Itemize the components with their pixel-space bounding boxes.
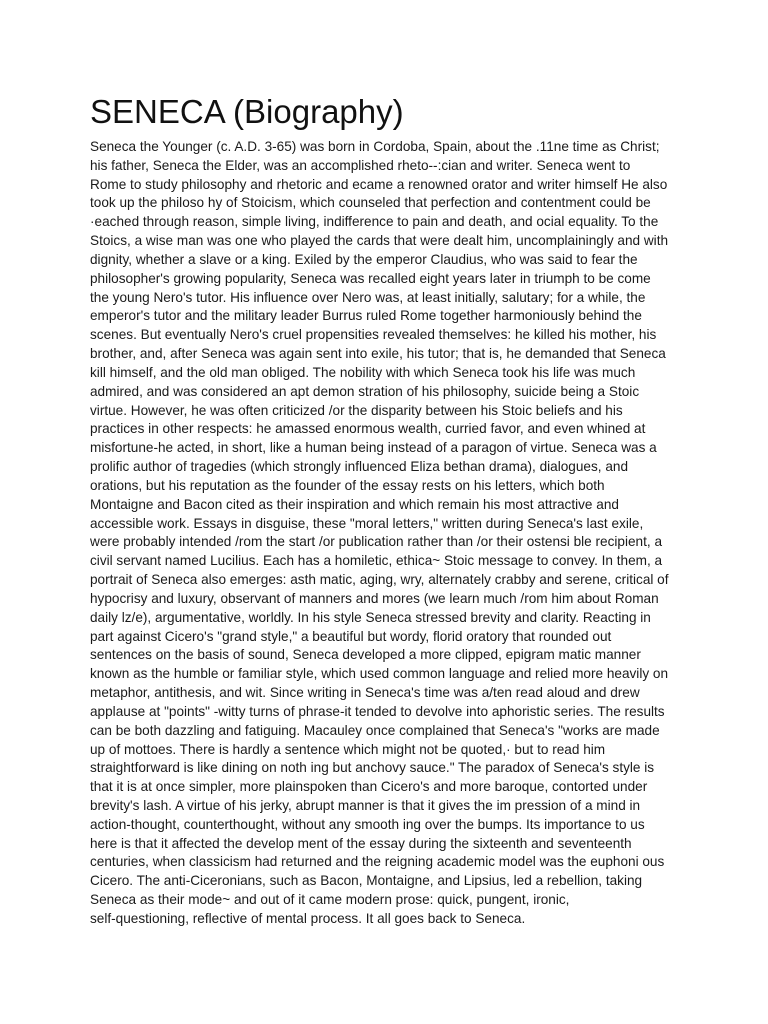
paragraph-line: Seneca the Younger (c. A.D. 3-65) was born in Cordoba, Spain, about the .11ne time as Christ; — [90, 139, 660, 154]
paragraph-line: can be both dazzling and fatiguing. Macauley once complained that Seneca's "works are made — [90, 722, 660, 738]
paragraph-line: brevity's lash. A virtue of his jerky, abrupt manner is that it gives the im pression of a mind in — [90, 797, 641, 813]
paragraph-line: action-thought, counterthought, without any smooth ing over the bumps. Its importance to us — [90, 816, 645, 832]
page-title: SENECA (Biography) — [90, 93, 404, 130]
paragraph-line: misfortune-he acted, in short, like a human being instead of a paragon of virtue. Seneca was a — [90, 440, 657, 456]
paragraph-line: ·eached through reason, simple living, indifference to pain and death, and ocial equality. To the — [90, 214, 659, 230]
paragraph-line: civil servant named Lucilius. Each has a homiletic, ethica~ Stoic message to convey. In them, a — [90, 553, 663, 569]
paragraph-line: orations, but his reputation as the founder of the essay rests on his letters, which both — [90, 477, 605, 493]
paragraph-line: centuries, when classicism had returned and the reigning academic model was the euphoni ous — [90, 854, 665, 870]
paragraph-line: hypocrisy and luxury, observant of manners and mores (we learn much /rom him about Roman — [90, 590, 659, 606]
paragraph-line: part against Cicero's "grand style," a beautiful but wordy, florid oratory that rounded out — [90, 628, 612, 644]
paragraph-line: straightforward is like dining on noth ing but anchovy sauce." The paradox of Seneca's style is — [90, 760, 655, 776]
paragraph-line: Stoics, a wise man was one who played the cards that were dealt him, uncomplainingly and with — [90, 233, 669, 249]
paragraph-line: kill himself, and the old man obliged. The nobility with which Seneca took his life was much — [90, 364, 636, 380]
paragraph-line: admired, and was considered an apt demon stration of his philosophy, suicide being a Stoic — [90, 383, 640, 399]
paragraph-line: portrait of Seneca also emerges: asth matic, aging, wry, alternately crabby and serene, critical of — [90, 572, 669, 588]
paragraph-line: accessible work. Essays in disguise, these "moral letters," written during Seneca's last exile, — [90, 515, 644, 531]
paragraph-line: daily lz/e), argumentative, worldly. In his style Seneca stressed brevity and clarity. Reacting in — [90, 609, 651, 625]
paragraph-line: Rome to study philosophy and rhetoric and ecame a renowned orator and writer himself He also — [90, 176, 668, 192]
paragraph-line: prolific author of tragedies (which strongly influenced Eliza bethan drama), dialogues, and — [90, 459, 629, 475]
paragraph-line: emperor's tutor and the military leader Burrus ruled Rome together harmoniously behind the — [90, 308, 642, 324]
paragraph-line: sentences on the basis of sound, Seneca developed a more clipped, epigram matic manner — [90, 647, 641, 663]
paragraph-line: practices in other respects: he amassed enormous wealth, curried favor, and even whined at — [90, 421, 646, 437]
paragraph-line: here is that it affected the develop ment of the essay during the sixteenth and seventeenth — [90, 835, 632, 851]
paragraph-line: Seneca as their mode~ and out of it came modern prose: quick, pungent, ironic, — [90, 892, 570, 908]
paragraph-line: applause at "points" -witty turns of phrase-it tended to devolve into aphoristic series. The results — [90, 703, 665, 719]
paragraph-line: Montaigne and Bacon cited as their inspiration and which remain his most attractive and — [90, 496, 619, 512]
paragraph-line: his father, Seneca the Elder, was an accomplished rheto--:cian and writer. Seneca went to — [90, 157, 631, 173]
paragraph-line: self-questioning, reflective of mental process. It all goes back to Seneca. — [90, 910, 526, 926]
paragraph-line: known as the humble or familiar style, which used common language and relied more heavily on — [90, 666, 669, 682]
paragraph-line: were probably intended /rom the start /or publication rather than /or their ostensi ble recipient, a — [90, 534, 663, 550]
paragraph-line: that it is at once simpler, more plainspoken than Cicero's and more baroque, contorted under — [90, 779, 648, 795]
paragraph-line: metaphor, antithesis, and wit. Since writing in Seneca's time was a/ten read aloud and drew — [90, 685, 640, 701]
paragraph-line: the young Nero's tutor. His influence over Nero was, at least initially, salutary; for a while, the — [90, 289, 646, 305]
paragraph-line: Cicero. The anti-Ciceronians, such as Bacon, Montaigne, and Lipsius, led a rebellion, taking — [90, 873, 643, 889]
paragraph-line: dignity, whether a slave or a king. Exiled by the emperor Claudius, who was said to fear the — [90, 251, 638, 267]
paragraph-line: brother, and, after Seneca was again sent into exile, his tutor; that is, he demanded that Seneca — [90, 346, 666, 362]
paragraph-line: took up the philoso hy of Stoicism, which counseled that perfection and contentment could be — [90, 195, 651, 211]
biography-paragraph — [90, 138, 690, 929]
paragraph-line: scenes. But eventually Nero's cruel propensities revealed themselves: he killed his mother, his — [90, 327, 657, 343]
paragraph-line: virtue. However, he was often criticized /or the disparity between his Stoic beliefs and his — [90, 402, 623, 418]
paragraph-line: philosopher's growing popularity, Seneca was recalled eight years later in triumph to be come — [90, 270, 651, 286]
paragraph-line: up of mottoes. There is hardly a sentence which might not be quoted,· but to read him — [90, 741, 606, 757]
